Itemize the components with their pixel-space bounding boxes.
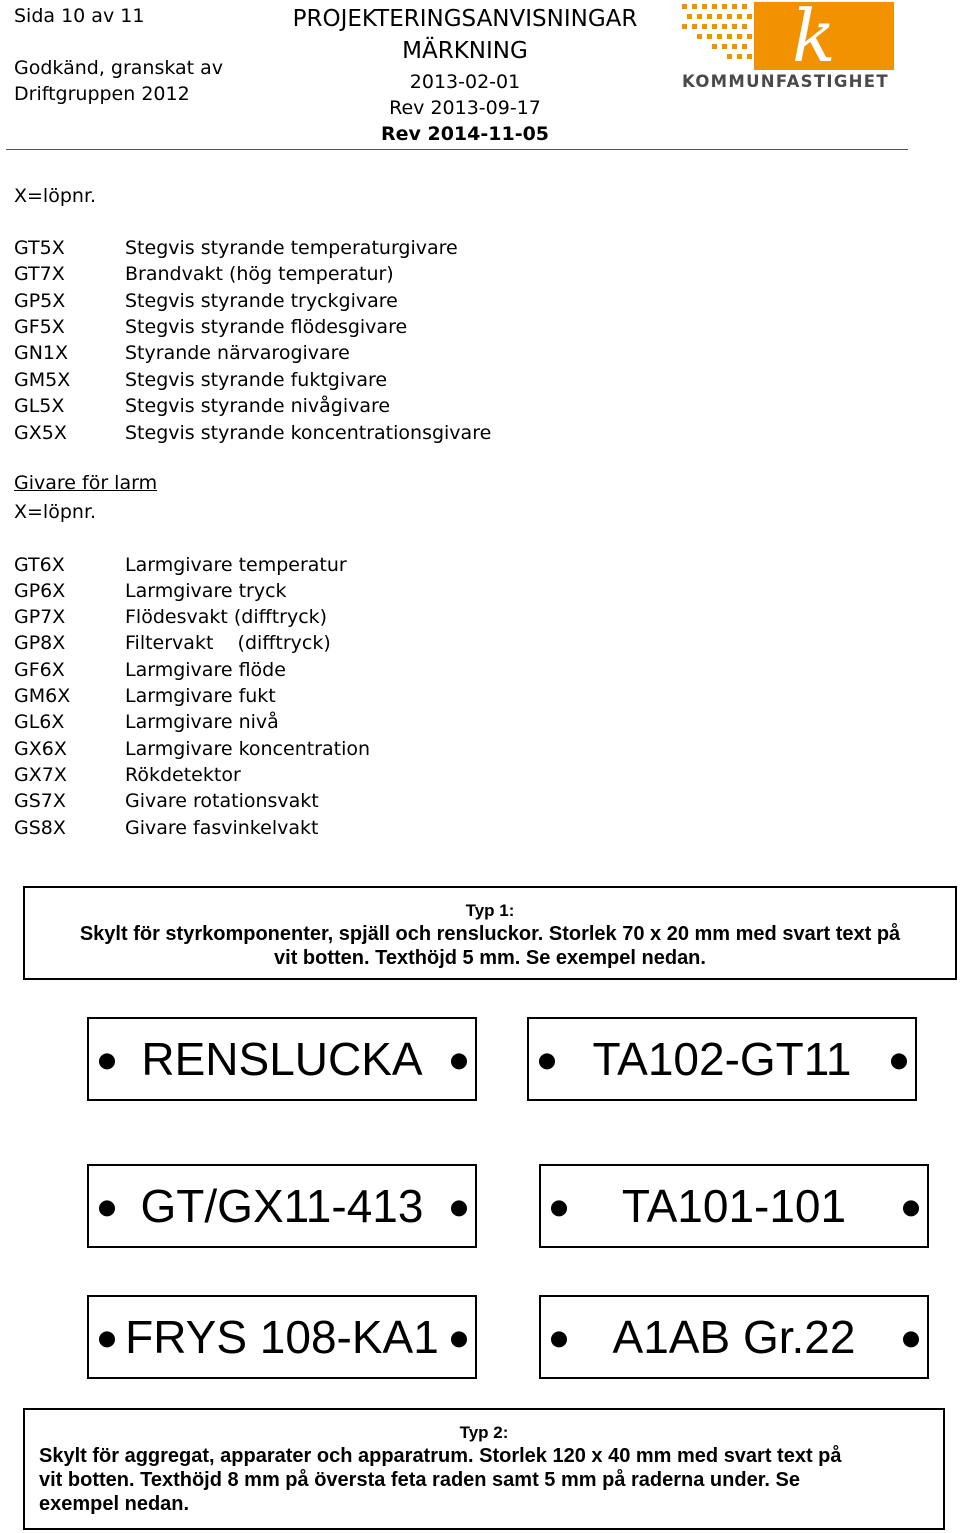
sign-text: TA101-101 — [621, 1180, 847, 1232]
document-subtitle: MÄRKNING — [402, 38, 528, 64]
list-item-desc: Brandvakt (hög temperatur) — [125, 263, 394, 285]
mount-hole-icon — [551, 1200, 567, 1216]
list-item-desc: Stegvis styrande flödesgivare — [125, 316, 408, 338]
list-item-desc: Givare fasvinkelvakt — [125, 817, 319, 839]
type1-box — [23, 886, 957, 980]
logo-letter: k — [792, 0, 836, 78]
list-item-code: GM5X — [14, 369, 71, 391]
page-number: Sida 10 av 11 — [14, 5, 145, 27]
list-item-code: GP6X — [14, 580, 66, 602]
logo-k-block — [754, 0, 894, 78]
mount-hole-icon — [551, 1331, 567, 1347]
list-item-code: GX6X — [14, 738, 67, 760]
list-item-code: GP7X — [14, 606, 66, 628]
mount-hole-icon — [539, 1053, 555, 1069]
sign-text: RENSLUCKA — [141, 1033, 423, 1085]
list-item-desc: Larmgivare tryck — [125, 580, 287, 602]
sign-text: A1AB Gr.22 — [612, 1311, 856, 1363]
sign-text: TA102-GT11 — [592, 1033, 852, 1085]
type2-line3: exempel nedan. — [39, 1493, 190, 1515]
logo-wordmark: KOMMUNFASTIGHET — [682, 72, 889, 91]
sign-example — [87, 1017, 477, 1101]
list-item-code: GP8X — [14, 632, 66, 654]
mount-hole-icon — [891, 1053, 907, 1069]
type1-heading: Typ 1: — [465, 901, 515, 920]
list-item-desc: Stegvis styrande nivågivare — [125, 395, 391, 417]
list-item-desc: Stegvis styrande temperaturgivare — [125, 237, 458, 259]
section2-note: X=löpnr. — [14, 501, 97, 523]
list-item-code: GL5X — [14, 395, 65, 417]
mount-hole-icon — [903, 1331, 919, 1347]
list-item-code: GF5X — [14, 316, 65, 338]
sign-example — [539, 1295, 929, 1379]
list-item-desc: Stegvis styrande tryckgivare — [125, 290, 398, 312]
list-item-code: GT6X — [14, 554, 65, 576]
list-item-code: GN1X — [14, 342, 69, 364]
kommunfastighet-logo — [680, 0, 900, 95]
list-item-desc: Rökdetektor — [125, 764, 241, 786]
list-item-code: GX7X — [14, 764, 67, 786]
document-date: 2013-02-01 — [409, 71, 521, 93]
sign-example — [87, 1164, 477, 1248]
list-item-desc: Stegvis styrande koncentrationsgivare — [125, 422, 492, 444]
type1-line2: vit botten. Texthöjd 5 mm. Se exempel nedan. — [274, 947, 706, 969]
list-item-desc: Larmgivare temperatur — [125, 554, 347, 576]
list-item-code: GM6X — [14, 685, 71, 707]
sign-text: FRYS 108-KA1 — [125, 1311, 439, 1363]
header-divider — [6, 149, 908, 150]
list-item-desc: Givare rotationsvakt — [125, 790, 319, 812]
type2-box — [23, 1408, 945, 1530]
sign-example — [87, 1295, 477, 1379]
mount-hole-icon — [451, 1053, 467, 1069]
list-item-code: GS8X — [14, 817, 66, 839]
mount-hole-icon — [451, 1200, 467, 1216]
list-item-desc: Stegvis styrande fuktgivare — [125, 369, 388, 391]
list-item-code: GT7X — [14, 263, 65, 285]
approved-by-line-1: Godkänd, granskat av — [14, 57, 224, 79]
revision-1: Rev 2013-09-17 — [389, 97, 541, 119]
list-item-desc: Larmgivare flöde — [125, 659, 286, 681]
type2-heading: Typ 2: — [459, 1423, 509, 1442]
list-item-desc: Larmgivare fukt — [125, 685, 276, 707]
sign-example — [539, 1164, 929, 1248]
list-item-code: GX5X — [14, 422, 67, 444]
type1-line1: Skylt för styrkomponenter, spjäll och rensluckor. Storlek 70 x 20 mm med svart text på — [79, 923, 901, 945]
sign-text: GT/GX11-413 — [140, 1180, 424, 1232]
list-item-code: GF6X — [14, 659, 65, 681]
list-item-desc: Filtervakt (difftryck) — [125, 632, 331, 654]
list-item-desc: Flödesvakt (difftryck) — [125, 606, 328, 628]
section2-title: Givare för larm — [14, 472, 158, 494]
mount-hole-icon — [903, 1200, 919, 1216]
type2-line2: vit botten. Texthöjd 8 mm på översta feta raden samt 5 mm på raderna under. Se — [39, 1469, 800, 1491]
revision-2: Rev 2014-11-05 — [380, 123, 550, 145]
sign-example — [527, 1017, 917, 1101]
list-item-code: GS7X — [14, 790, 66, 812]
list-item-desc: Styrande närvarogivare — [125, 342, 350, 364]
list-item-desc: Larmgivare nivå — [125, 711, 279, 733]
list-item-desc: Larmgivare koncentration — [125, 738, 371, 760]
approved-by-line-2: Driftgruppen 2012 — [14, 83, 190, 105]
section1-note: X=löpnr. — [14, 185, 97, 207]
list-item-code: GP5X — [14, 290, 66, 312]
list-item-code: GT5X — [14, 237, 65, 259]
document-title: PROJEKTERINGSANVISNINGAR — [292, 6, 638, 32]
mount-hole-icon — [99, 1331, 115, 1347]
list-item-code: GL6X — [14, 711, 65, 733]
type2-line1: Skylt för aggregat, apparater och apparatrum. Storlek 120 x 40 mm med svart text på — [39, 1445, 842, 1467]
mount-hole-icon — [99, 1200, 115, 1216]
mount-hole-icon — [451, 1331, 467, 1347]
mount-hole-icon — [99, 1053, 115, 1069]
